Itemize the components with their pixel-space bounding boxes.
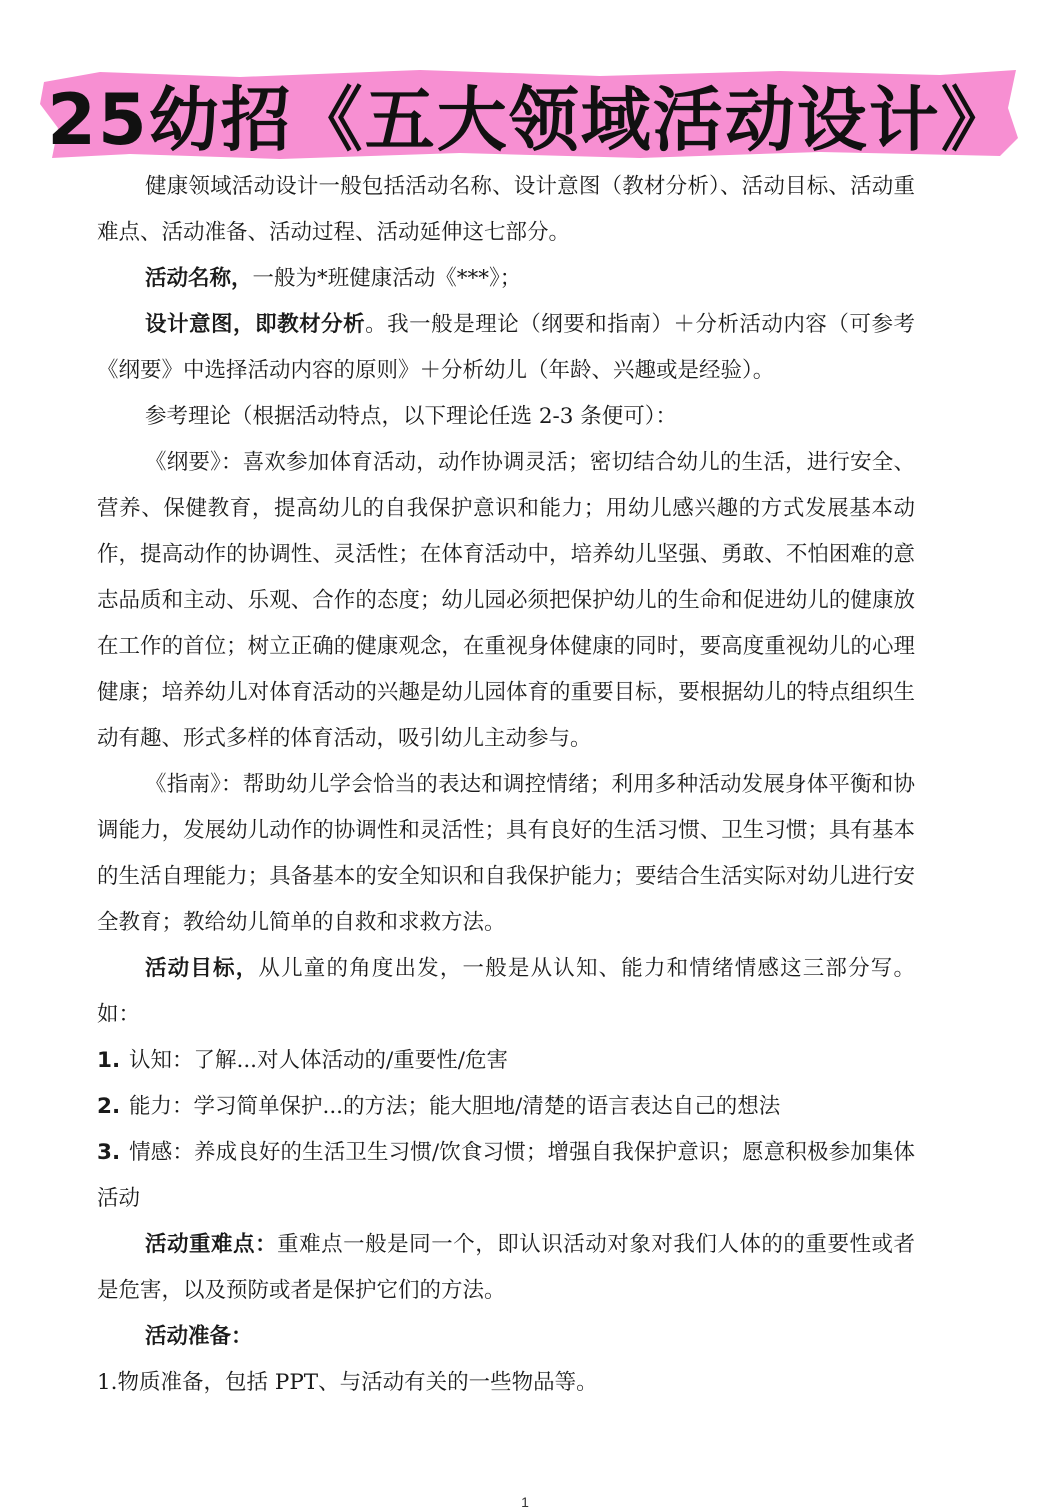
goal-item-text: 情感：养成良好的生活卫生习惯/饮食习惯；增强自我保护意识；愿意积极参加集体活动 [97,1140,915,1211]
zhinan-paragraph: 《指南》：帮助幼儿学会恰当的表达和调控情绪；利用多种活动发展身体平衡和协调能力，发展幼儿动作的协调性和灵活性；具有良好的生活习惯、卫生习惯；具有基本的生活自理能力；具备基本的安全知识和自我保护能力；要结合生活实际对幼儿进行安全教育；教给幼儿简单的自救和求救方法。 [97,772,915,935]
activity-goal-label: 活动目标， [145,956,259,981]
goal-item-text: 能力：学习简单保护...的方法；能大胆地/清楚的语言表达自己的想法 [129,1094,781,1119]
preparation-label: 活动准备： [145,1324,253,1349]
activity-name-text: 一般为*班健康活动《***》； [252,266,522,291]
activity-goal-text: 从儿童的角度出发，一般是从认知、能力和情绪情感这三部分写。如： [97,956,915,1027]
goal-item-number: 1. [97,1048,121,1073]
theory-intro-paragraph: 参考理论（根据活动特点，以下理论任选 2-3 条便可）： [145,404,678,429]
goal-item [97,1084,915,1130]
activity-name-paragraph [97,256,915,302]
goal-item-text: 认知：了解...对人体活动的/重要性/危害 [129,1048,508,1073]
preparation-item: 1.物质准备，包括 PPT、与活动有关的一些物品等。 [97,1370,598,1395]
goal-item-number: 2. [97,1094,121,1119]
key-points-label: 活动重难点： [145,1232,278,1257]
design-intent-label: 设计意图，即教材分析 [145,312,366,337]
gangyao-paragraph: 《纲要》：喜欢参加体育活动，动作协调灵活；密切结合幼儿的生活，进行安全、营养、保健教育，提高幼儿的自我保护意识和能力；用幼儿感兴趣的方式发展基本动作，提高动作的协调性、灵活性；在体育活动中，培养幼儿坚强、勇敢、不怕困难的意志品质和主动、乐观、合作的态度；幼儿园必须把保护幼儿的生命和促进幼儿的健康放在工作的首位；树立正确的健康观念，在重视身体健康的同时，要高度重视幼儿的心理健康；培养幼儿对体育活动的兴趣是幼儿园体育的重要目标，要根据幼儿的特点组织生动有趣、形式多样的体育活动，吸引幼儿主动参与。 [97,450,915,751]
document-body [97,164,915,1406]
design-intent-paragraph [97,302,915,394]
goal-item-number: 3. [97,1140,121,1165]
goal-item [97,1038,915,1084]
activity-goal-paragraph [97,946,915,1038]
title-banner [40,68,1020,160]
preparation-heading [97,1314,915,1360]
key-points-paragraph [97,1222,915,1314]
document-title: 25幼招《五大领域活动设计》 [47,78,1013,161]
key-points-text: 重难点一般是同一个，即认识活动对象对我们人体的的重要性或者是危害，以及预防或者是保护它们的方法。 [97,1232,915,1303]
goal-item [97,1130,915,1222]
design-intent-text: 。我一般是理论（纲要和指南）＋分析活动内容（可参考《纲要》中选择活动内容的原则》＋分析幼儿（年龄、兴趣或是经验）。 [97,312,915,383]
activity-name-label: 活动名称， [145,266,253,291]
intro-paragraph: 健康领域活动设计一般包括活动名称、设计意图（教材分析）、活动目标、活动重难点、活动准备、活动过程、活动延伸这七部分。 [97,174,915,245]
page-number: 1 [521,1494,529,1510]
